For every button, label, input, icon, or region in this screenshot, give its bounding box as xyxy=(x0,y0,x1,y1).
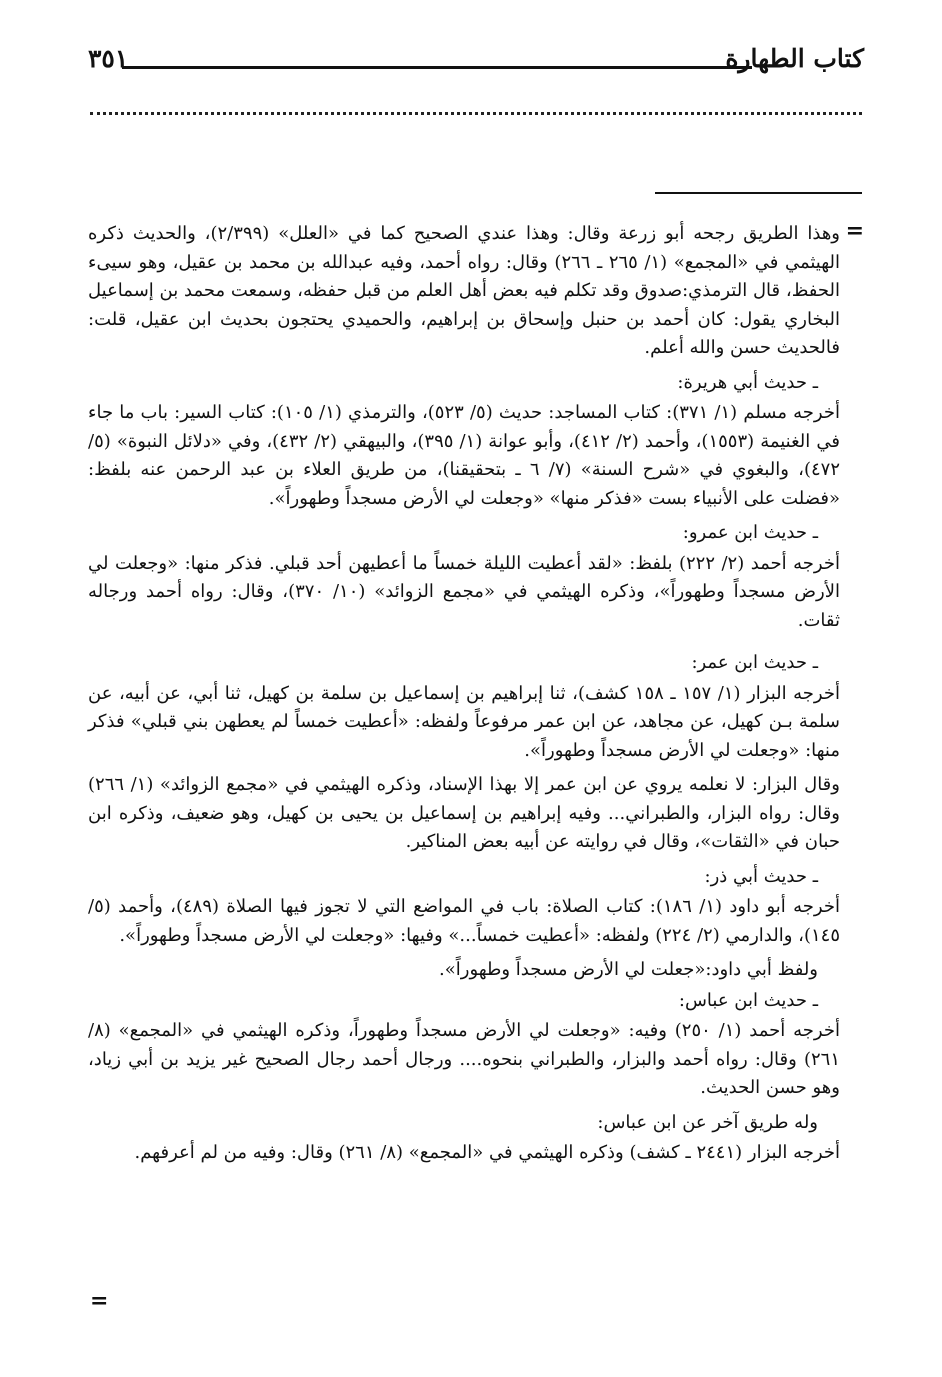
paragraph: وله طريق آخر عن ابن عباس: xyxy=(597,1111,818,1133)
footnote-body xyxy=(88,220,840,1174)
paragraph: وقال البزار: لا نعلمه يروي عن ابن عمر إلا بهذا الإسناد، وذكره الهيثمي في «مجمع الزوائد» (١/ ٢٦٦) وقال: رواه البزار، والطبراني... وفيه إبراهيم بن إسماعيل بن يحيى بن كهيل، وهو ضعيف، وذكره ابن حبان في «الثقات»، وقال في روايته عن أبيه بعض المناكير. xyxy=(88,774,840,852)
paragraph: وهذا الطريق رجحه أبو زرعة وقال: وهذا عندي الصحيح كما في «العلل» (٢/٣٩٩)، والحديث ذكره الهيثمي في «المجمع» (١/ ٢٦٥ ـ ٢٦٦) وقال: رواه أحمد، وفيه عبدالله بن محمد بن عقيل، وهو سيىء الحفظ، قال الترمذي:صدوق وقد تكلم فيه بعض أهل العلم من قبل حفظه، وسمعت محمد بن إسماعيل البخاري يقول: كان أحمد بن حنبل وإسحاق بن إبراهيم، والحميدي يحتجون بحديث ابن عقيل، قلت: فالحديث حسن والله أعلم. xyxy=(88,223,840,358)
running-header-title: كتاب الطهارة xyxy=(725,44,864,73)
paragraph: أخرجه أحمد (١/ ٢٥٠) وفيه: «وجعلت لي الأرض مسجداً وطهوراً، وذكره الهيثمي في «المجمع» (٨/ ٢٦١) وقال: رواه أحمد والبزار، والطبراني بنحوه.... ورجال أحمد رجال الصحيح غير يزيد بن أبي زياد، وهو حسن الحديث. xyxy=(88,1020,840,1098)
paragraph: أخرجه أحمد (٢/ ٢٢٢) بلفظ: «لقد أعطيت الليلة خمساً ما أعطيهن أحد قبلي. فذكر منها: «وجعلت لي الأرض مسجداً وطهوراً»، وذكره الهيثمي في «مجمع الزوائد» (١٠/ ٣٧٠)، وقال: رواه أحمد ورجاله ثقات. xyxy=(88,552,840,631)
paragraph: أخرجه البزار (١/ ١٥٧ ـ ١٥٨ كشف)، ثنا إبراهيم بن إسماعيل بن سلمة بن كهيل، ثنا أبي، عن أبيه، عن سلمة بـن كهيل، عن مجاهد، عن ابن عمر مرفوعاً ولفظه: «أعطيت خمساً لم يعطهن بني قبلي» فذكر منها: «وجعلت لي الأرض مسجداً وطهوراً». xyxy=(88,682,840,761)
header-rule xyxy=(122,66,752,69)
footnote-rule xyxy=(655,192,862,194)
section-heading: ـ حديث أبي ذر: xyxy=(704,865,818,887)
section-heading: ـ حديث أبي هريرة: xyxy=(677,371,818,393)
paragraph: أخرجه مسلم (١/ ٣٧١): كتاب المساجد: حديث (٥/ ٥٢٣)، والترمذي (١/ ١٠٥): كتاب السير: باب ما جاء في الغنيمة (١٥٥٣)، وأحمد (٢/ ٤١٢)، وأبو عوانة (١/ ٣٩٥)، والبيهقي (٢/ ٤٣٢)، وفي «دلائل النبوة» (٥/ ٤٧٢)، والبغوي في «شرح السنة» (٧/ ٦ ـ بتحقيقنا)، من طريق العلاء بن عبد الرحمن عنه بلفظ: «فضلت على الأنبياء بست «فذكر منها» «وجعلت لي الأرض مسجداً وطهوراً». xyxy=(88,402,840,509)
section-heading: ـ حديث ابن عباس: xyxy=(678,989,818,1011)
continuation-mark-top: = xyxy=(845,218,864,244)
section-heading: ـ حديث ابن عمرو: xyxy=(682,522,818,543)
paragraph: أخرجه أبو داود (١/ ١٨٦): كتاب الصلاة: باب في المواضع التي لا تجوز فيها الصلاة (٤٨٩)، وأحمد (٥/ ١٤٥)، والدارمي (٢/ ٢٢٤) ولفظه: «أعطيت خمساً...» وفيها: «وجعلت لي الأرض مسجداً وطهوراً». xyxy=(88,896,840,946)
dotted-separator xyxy=(90,112,862,115)
section-heading: ـ حديث ابن عمر: xyxy=(691,652,818,673)
page-number: ٣٥١ xyxy=(88,44,129,73)
paragraph: أخرجه البزار (٢٤٤١ ـ كشف) وذكره الهيثمي في «المجمع» (٨/ ٢٦١) وقال: وفيه من لم أعرفهم. xyxy=(134,1142,840,1163)
paragraph: ولفظ أبي داود:«جعلت لي الأرض مسجداً وطهوراً». xyxy=(439,959,818,980)
continuation-mark-bottom: = xyxy=(90,1288,109,1314)
